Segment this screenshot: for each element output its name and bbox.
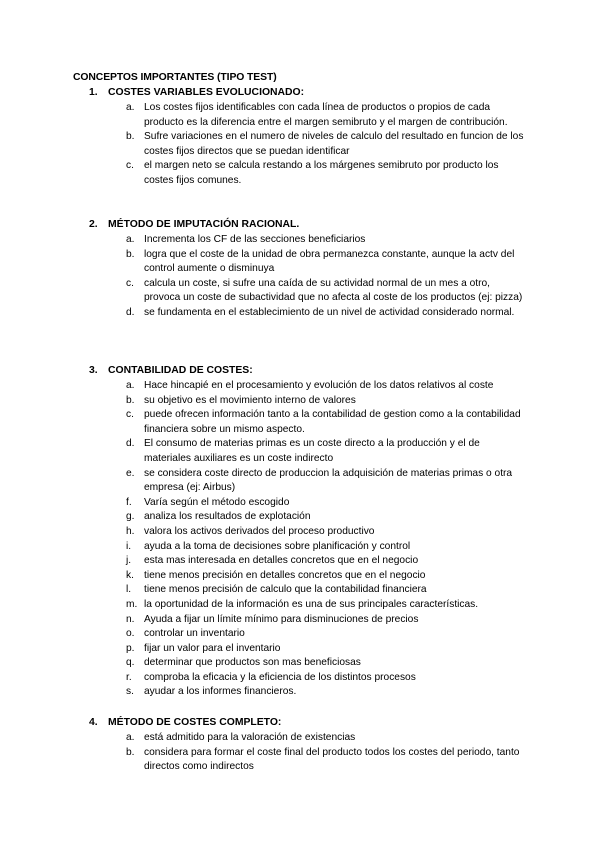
section-title: MÉTODO DE COSTES COMPLETO: xyxy=(108,717,282,728)
item-text: Ayuda a fijar un límite mínimo para disminuciones de precios xyxy=(144,613,419,625)
list-item xyxy=(0,408,600,437)
item-letter: r. xyxy=(126,671,132,683)
list-item xyxy=(0,525,600,540)
section-title: MÉTODO DE IMPUTACIÓN RACIONAL. xyxy=(108,219,300,230)
section-heading xyxy=(0,365,600,379)
item-letter: a. xyxy=(126,380,135,391)
list-item xyxy=(0,642,600,657)
item-text: controlar un inventario xyxy=(144,628,245,640)
item-text: está admitido para la valoración de existencias xyxy=(144,732,356,743)
item-text: su objetivo es el movimiento interno de valores xyxy=(144,394,356,406)
item-text: comproba la eficacia y la eficiencia de los distintos procesos xyxy=(144,671,416,683)
list-item xyxy=(0,379,600,394)
item-letter: i. xyxy=(126,540,132,552)
list-item xyxy=(0,248,600,277)
item-text: se fundamenta en el establecimiento de un nivel de actividad considerado normal. xyxy=(144,306,515,318)
list-item xyxy=(0,159,600,188)
item-text: considera para formar el coste final del producto todos los costes del periodo, tanto directos como indirectos xyxy=(144,746,520,773)
section-title: COSTES VARIABLES EVOLUCIONADO: xyxy=(108,87,305,98)
list-item xyxy=(0,130,600,159)
section-costes-variables xyxy=(0,87,600,189)
item-text: analiza los resultados de explotación xyxy=(144,511,311,523)
item-text: esta mas interesada en detalles concretos que en el negocio xyxy=(144,555,419,567)
item-letter: b. xyxy=(126,131,135,143)
item-text: ayuda a la toma de decisiones sobre planificación y control xyxy=(144,540,411,552)
item-text: valora los activos derivados del proceso productivo xyxy=(144,525,375,537)
item-letter: n. xyxy=(126,613,135,625)
item-letter: f. xyxy=(126,496,132,508)
section-number: 3. xyxy=(89,365,98,376)
item-letter: d. xyxy=(126,438,135,450)
item-letter: j. xyxy=(126,555,132,567)
list-item xyxy=(0,554,600,569)
item-letter: p. xyxy=(126,642,135,654)
item-text: El consumo de materias primas es un coste directo a la producción y el de materiales auxiliares es un coste indirecto xyxy=(144,438,480,464)
item-letter: o. xyxy=(126,628,135,640)
item-letter: h. xyxy=(126,525,135,537)
item-text: Los costes fijos identificables con cada línea de productos o propios de cada producto es la diferencia entre el margen semibruto y el margen de contribución. xyxy=(144,102,508,128)
item-text: Hace hincapié en el procesamiento y evolución de los datos relativos al coste xyxy=(144,380,494,391)
item-letter: a. xyxy=(126,234,135,245)
section-heading xyxy=(0,219,600,233)
item-text: calcula un coste, si sufre una caída de su actividad normal de un mes a otro, provoca un coste de subactividad que no afecta al coste de los productos (ej: pizza) xyxy=(144,277,523,304)
item-letter: m. xyxy=(126,598,138,610)
item-letter: k. xyxy=(126,569,134,581)
item-text: ayudar a los informes financieros. xyxy=(144,686,297,698)
item-letter: c. xyxy=(126,409,134,421)
item-text: el margen neto se calcula restando a los márgenes semibruto por producto los costes fijos comunes. xyxy=(144,160,499,186)
item-letter: b. xyxy=(126,394,135,406)
list-item xyxy=(0,671,600,686)
list-item xyxy=(0,656,600,671)
list-item xyxy=(0,510,600,525)
list-item xyxy=(0,613,600,628)
item-letter: c. xyxy=(126,277,134,289)
list-item xyxy=(0,101,600,130)
list-item xyxy=(0,540,600,555)
list-item xyxy=(0,496,600,511)
section-metodo-imputacion xyxy=(0,219,600,321)
section-metodo-costes-completo xyxy=(0,717,600,775)
section-contabilidad-costes xyxy=(0,365,600,700)
section-heading xyxy=(0,717,600,731)
section-title: CONTABILIDAD DE COSTES: xyxy=(108,365,253,376)
list-item xyxy=(0,467,600,496)
item-letter: d. xyxy=(126,306,135,318)
list-item xyxy=(0,437,600,466)
document-title: CONCEPTOS IMPORTANTES (TIPO TEST) xyxy=(73,72,277,83)
item-text: Sufre variaciones en el numero de niveles de calculo del resultado en funcion de los costes fijos directos que se puedan identificar xyxy=(144,131,524,157)
item-text: determinar que productos son mas beneficiosas xyxy=(144,657,361,669)
item-text: tiene menos precisión de calculo que la contabilidad financiera xyxy=(144,584,427,596)
list-item xyxy=(0,731,600,746)
list-item xyxy=(0,627,600,642)
item-letter: q. xyxy=(126,657,135,669)
list-item xyxy=(0,746,600,775)
item-letter: g. xyxy=(126,511,135,523)
item-letter: e. xyxy=(126,467,135,479)
section-number: 1. xyxy=(89,87,98,98)
item-letter: b. xyxy=(126,746,135,758)
item-letter: a. xyxy=(126,102,135,113)
item-letter: a. xyxy=(126,732,135,743)
item-text: logra que el coste de la unidad de obra permanezca constante, aunque la actv del control aumente o disminuya xyxy=(144,248,515,275)
list-item xyxy=(0,685,600,700)
item-text: Incrementa los CF de las secciones beneficiarios xyxy=(144,234,366,245)
list-item xyxy=(0,583,600,598)
item-text: fijar un valor para el inventario xyxy=(144,642,281,654)
section-number: 4. xyxy=(89,717,98,728)
item-letter: s. xyxy=(126,686,134,698)
item-text: Varía según el método escogido xyxy=(144,496,290,508)
list-item xyxy=(0,277,600,306)
list-item xyxy=(0,598,600,613)
item-text: tiene menos precisión en detalles concretos que en el negocio xyxy=(144,569,426,581)
item-text: se considera coste directo de produccion la adquisición de materias primas o otra empresa (ej: Airbus) xyxy=(144,467,513,494)
list-item xyxy=(0,394,600,409)
list-item xyxy=(0,569,600,584)
list-item xyxy=(0,306,600,321)
item-letter: l. xyxy=(126,584,132,596)
item-text: la oportunidad de la información es una de sus principales características. xyxy=(144,598,479,610)
item-text: puede ofrecen información tanto a la contabilidad de gestion como a la contabilidad financiera sobre un mismo aspecto. xyxy=(144,409,521,435)
item-letter: b. xyxy=(126,248,135,260)
list-item xyxy=(0,233,600,248)
item-letter: c. xyxy=(126,160,134,172)
section-number: 2. xyxy=(89,219,98,230)
section-heading xyxy=(0,87,600,101)
